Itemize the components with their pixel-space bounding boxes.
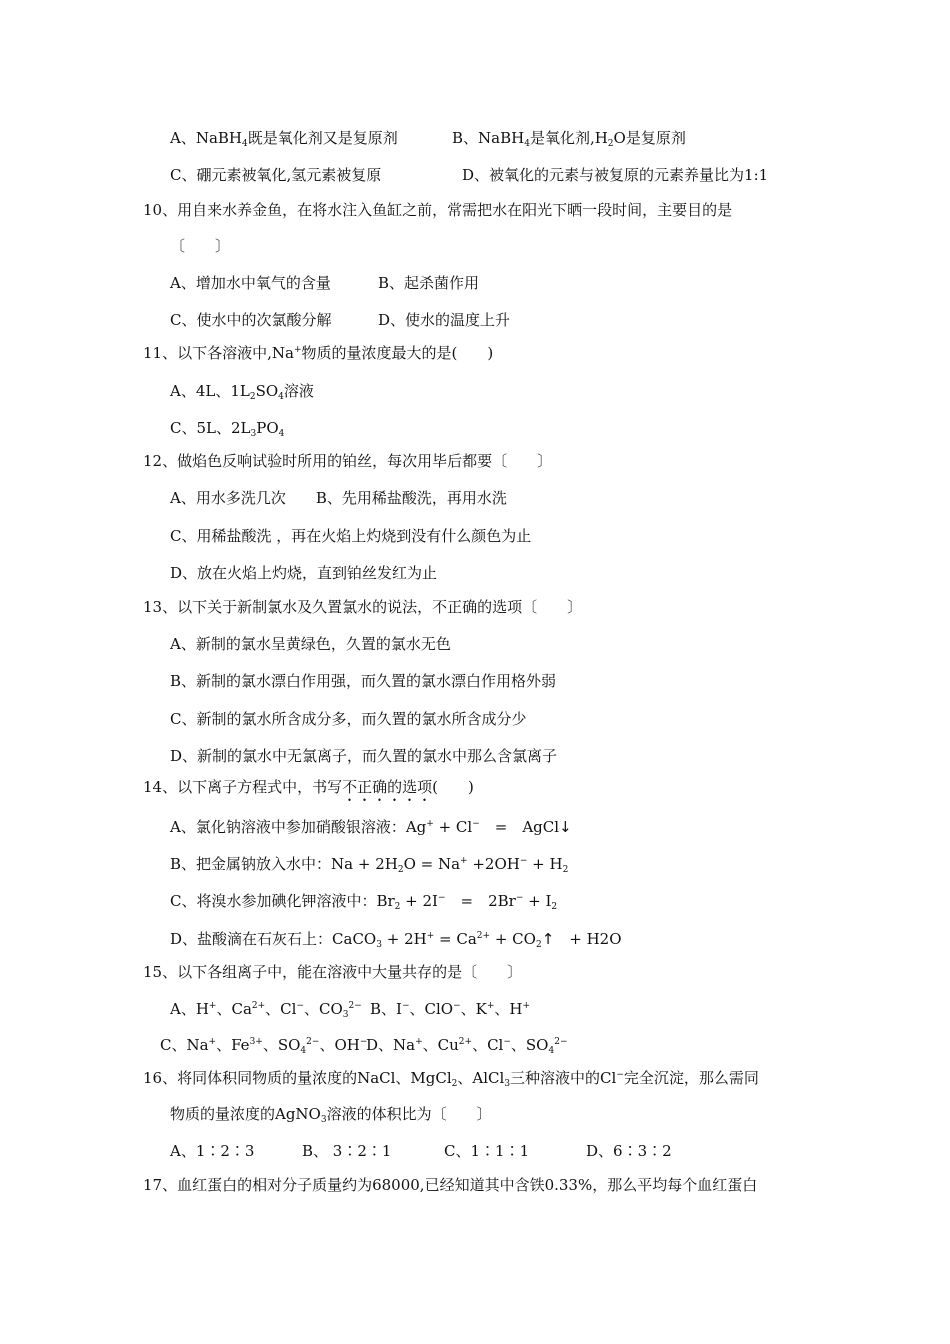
q11-option-a: A、4L、$1L_2SO_4$溶液	[170, 382, 314, 402]
q13-option-a: A、新制的氯水呈黄绿色，久置的氯水无色	[170, 635, 451, 653]
q10-paren: 〔 〕	[170, 237, 231, 255]
q11-option-c: C、5L、$2L_3PO_4$	[170, 419, 285, 439]
emphasis-text: 不正确的选项	[342, 778, 433, 796]
q12-option-ab: A、用水多洗几次 B、先用稀盐酸洗，再用水洗	[170, 489, 507, 507]
q10-option-a: A、增加水中氧气的含量	[170, 274, 331, 292]
down-arrow-icon: ↓	[559, 818, 572, 836]
q16-option-d: D、6∶3∶2	[586, 1142, 672, 1160]
q16-option-c: C、1∶1∶1	[444, 1142, 530, 1160]
q9-option-d: D、被氧化的元素与被复原的元素养量比为1:1	[462, 166, 769, 184]
q13-stem: 13、以下关于新制氯水及久置氯水的说法，不正确的选项〔 〕	[143, 598, 583, 616]
q16-stem: 16、将同体积同物质的量浓度的NaCl、MgCl$_2$、AlCl$_3$三种溶液中的Cl−完全沉淀，那么需同	[143, 1069, 759, 1089]
q16-option-a: A、1∶2∶3	[170, 1142, 255, 1160]
q14-option-c: C、将溴水参加碘化钾溶液中：$Br_2 + 2I^-$ = $2Br^- + I_2$	[170, 892, 558, 912]
q15-option-c: C、Na+、$Fe^{3+}$、$SO_4^{2-}$、OH−	[160, 1036, 368, 1056]
q13-option-b: B、新制的氯水漂白作用强，而久置的氯水漂白作用格外弱	[170, 672, 557, 690]
q13-option-c: C、新制的氯水所含成分多，而久置的氯水所含成分少	[170, 710, 527, 728]
up-arrow-icon: ↑	[541, 930, 555, 948]
q12-option-d: D、放在火焰上灼烧，直到铂丝发红为止	[170, 564, 438, 582]
q17-stem: 17、血红蛋白的相对分子质量约为68000,已经知道其中含铁0.33%，那么平均每个血红蛋白	[143, 1176, 758, 1194]
q12-stem: 12、做焰色反响试验时所用的铂丝，每次用毕后都要〔 〕	[143, 452, 553, 470]
q9-option-b: B、NaBH$_4$是氧化剂$,H_2O$是复原剂	[452, 129, 686, 149]
q13-option-d: D、新制的氯水中无氯离子，而久置的氯水中那么含氯离子	[170, 747, 558, 765]
q14-option-a: A、氯化钠溶液中参加硝酸银溶液：Ag+ + Cl− = AgCl↓	[170, 818, 572, 836]
q16-option-b: B、 3∶2∶1	[302, 1142, 392, 1160]
q16-stem-line2: 物质的量浓度的AgNO$_3$溶液的体积比为〔 〕	[170, 1105, 492, 1125]
q15-stem: 15、以下各组离子中，能在溶液中大量共存的是〔 〕	[143, 963, 523, 981]
q9-option-a: A、NaBH$_4$既是氧化剂又是复原剂	[170, 129, 398, 149]
q15-option-d: D、Na+、$Cu^{2+}$、Cl−、$SO_4^{2-}$	[366, 1036, 568, 1056]
q12-option-c: C、用稀盐酸洗 ，再在火焰上灼烧到没有什么颜色为止	[170, 527, 532, 545]
q9-option-c: C、硼元素被氧化,氢元素被复原	[170, 166, 382, 184]
q10-option-d: D、使水的温度上升	[378, 311, 511, 329]
q10-stem: 10、用自来水养金鱼，在将水注入鱼缸之前，常需把水在阳光下晒一段时间，主要目的是	[143, 201, 733, 219]
q11-stem: 11、以下各溶液中,Na+物质的量浓度最大的是( )	[143, 344, 494, 362]
q10-option-b: B、起杀菌作用	[378, 274, 480, 292]
q14-stem: 14、以下离子方程式中，书写不正确的选项( )	[143, 778, 474, 796]
q14-option-d: D、盐酸滴在石灰石上：CaCO$_3$ + $2H^+ = Ca^{2+}$ + $CO_2↑$ + H2O	[170, 930, 622, 950]
q15-option-b: B、I−、ClO−、K+、H+	[370, 1000, 531, 1018]
q14-option-b: B、把金属钠放入水中：$Na + 2H_2O = Na^+ +2OH^- + H_2$	[170, 855, 569, 875]
q10-option-c: C、使水中的次氯酸分解	[170, 311, 332, 329]
q15-option-a: A、H+、$Ca^{2+}$、Cl−、$CO_3^{2-}$	[170, 1000, 362, 1020]
